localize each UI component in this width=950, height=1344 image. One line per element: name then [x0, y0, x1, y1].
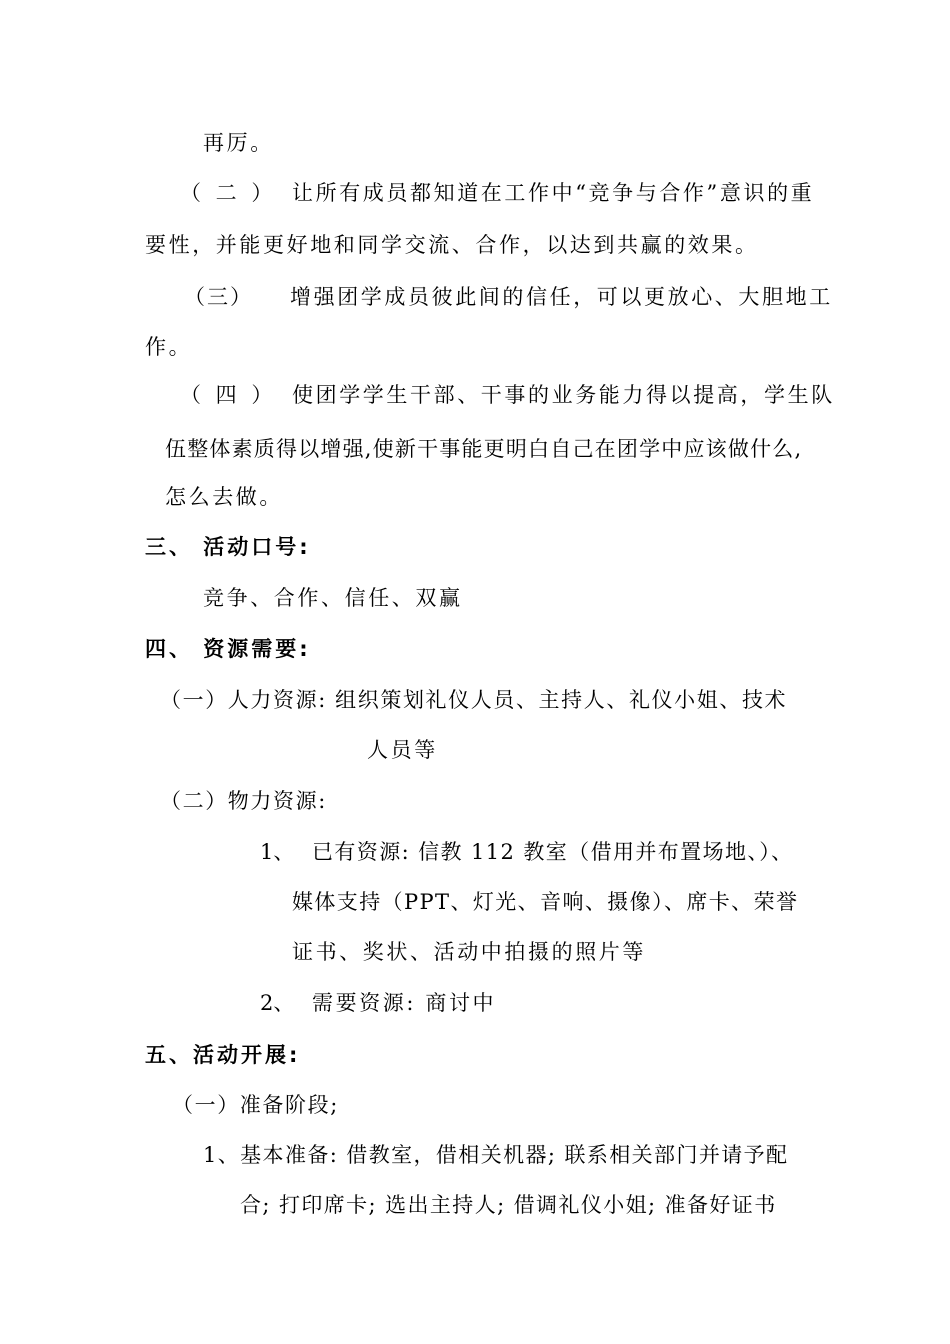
text-line: （二）物力资源:: [160, 789, 327, 813]
text-line: 怎么去做。: [165, 485, 283, 509]
list-item-text: 合; 打印席卡; 选出主持人; 借调礼仪小姐; 准备好证书: [240, 1193, 777, 1217]
list-number: 2、: [260, 991, 295, 1015]
list-item-text: 已有资源: 信教 112 教室（借用并布置场地、）、: [312, 840, 794, 864]
list-item-text: 需要资源: 商讨中: [312, 991, 497, 1015]
section-heading: 五、活动开展:: [145, 1043, 301, 1067]
subsection-heading: （一）准备阶段;: [172, 1093, 339, 1117]
text-line: 作。: [145, 335, 193, 359]
slogan-text: 竞争、合作、信任、双赢: [203, 586, 463, 610]
text-line: 要性，并能更好地和同学交流、合作，以达到共赢的效果。: [145, 233, 759, 257]
text-line: 伍整体素质得以增强,使新干事能更明白自己在团学中应该做什么,: [165, 437, 803, 461]
text-line: （一）人力资源: 组织策划礼仪人员、主持人、礼仪小姐、技术: [160, 688, 788, 712]
list-item-text: 1、基本准备: 借教室，借相关机器; 联系相关部门并请予配: [203, 1143, 789, 1167]
list-number: 1、: [260, 840, 295, 864]
list-item-text: 证书、奖状、活动中拍摄的照片等: [292, 940, 646, 964]
paragraph-label: （ 四 ）: [180, 383, 277, 407]
section-heading: 四、 资源需要:: [145, 637, 311, 661]
text-line: 增强团学成员彼此间的信任，可以更放心、大胆地工: [290, 285, 833, 309]
text-line: 使团学学生干部、干事的业务能力得以提高，学生队: [292, 383, 835, 407]
text-line: 再厉。: [203, 131, 274, 155]
section-heading: 三、 活动口号:: [145, 535, 311, 559]
paragraph-label: （三）: [184, 285, 253, 309]
paragraph-label: （ 二 ）: [180, 181, 277, 205]
list-item-text: 媒体支持（PPT、灯光、音响、摄像）、席卡、荣誉: [292, 890, 799, 914]
text-line: 人员等: [367, 738, 438, 762]
text-line: 让所有成员都知道在工作中“竞争与合作”意识的重: [292, 181, 815, 205]
